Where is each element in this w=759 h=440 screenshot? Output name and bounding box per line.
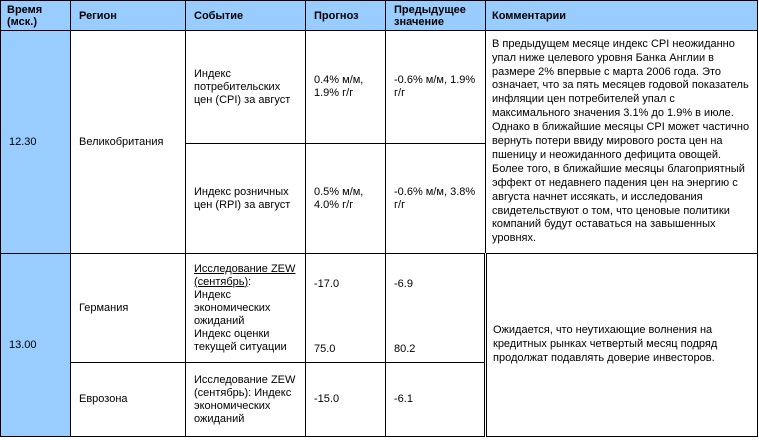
comment-cell: В предыдущем месяце индекс CPI неожиданно упал ниже целевого уровня Банка Англии в размере 2% впервые с марта 2006 года. Это означает, что за пять месяцев годовой показатель инфляции цен потребителей упал с максимального значения 3.1% до 1.9% в июле. Однако в ближайшие месяцы CPI может частично вернуть потери ввиду мирового роста цен на пшеницу и неожиданного дефицита овощей. Более того, в ближайшие месяцы благоприятный эффект от недавнего падения цен на энергию с августа начнет иссякать, и исследования свидетельствуют о том, что ценовые политики компаний будут оставаться на завышенных уровнях. bbox=[486, 31, 758, 254]
forecast-value: 75.0 bbox=[314, 343, 336, 355]
event-cell: Исследование ZEW (сентябрь): Индекс экономических ожиданий bbox=[186, 363, 306, 437]
previous-value: 80.2 bbox=[394, 343, 416, 355]
event-cell: Индекс розничных цен (RPI) за август bbox=[186, 144, 306, 254]
previous-value: -6.9 bbox=[394, 278, 413, 290]
forecast-cell bbox=[306, 254, 386, 363]
event-cell bbox=[186, 254, 306, 363]
previous-cell: -0.6% м/м, 3.8% г/г bbox=[386, 144, 486, 254]
comment-cell: Ожидается, что неутихающие волнения на кредитных рынках четвертый месяц подряд продолжат подавлять доверие инвесторов. bbox=[486, 254, 758, 437]
event-cell: Индекс потребительских цен (CPI) за август bbox=[186, 31, 306, 144]
event-title-suffix: : bbox=[248, 275, 252, 288]
table-row bbox=[1, 254, 758, 363]
previous-cell: -0.6% м/м, 1.9% г/г bbox=[386, 31, 486, 144]
header-time: Время (мск.) bbox=[1, 1, 71, 31]
header-row bbox=[1, 1, 758, 31]
header-previous: Предыдущее значение bbox=[386, 1, 486, 31]
region-cell: Великобритания bbox=[71, 31, 186, 254]
forecast-cell: 0.4% м/м, 1.9% г/г bbox=[306, 31, 386, 144]
forecast-value: -17.0 bbox=[314, 278, 340, 290]
header-region: Регион bbox=[71, 1, 186, 31]
region-cell: Еврозона bbox=[71, 363, 186, 437]
time-cell: 13.00 bbox=[1, 254, 71, 437]
forecast-cell: 0.5% м/м, 4.0% г/г bbox=[306, 144, 386, 254]
sub-event: Индекс экономических ожиданий bbox=[194, 288, 271, 327]
sub-event: Индекс оценки текущей ситуации bbox=[194, 327, 287, 353]
previous-cell bbox=[386, 254, 486, 363]
time-cell: 12.30 bbox=[1, 31, 71, 254]
header-event: Событие bbox=[186, 1, 306, 31]
forecast-cell: -15.0 bbox=[306, 363, 386, 437]
table-row bbox=[1, 31, 758, 144]
previous-cell: -6.1 bbox=[386, 363, 486, 437]
header-comments: Комментарии bbox=[486, 1, 758, 31]
region-cell: Германия bbox=[71, 254, 186, 363]
event-title: Исследование ZEW (сентябрь) bbox=[194, 262, 296, 288]
header-forecast: Прогноз bbox=[306, 1, 386, 31]
